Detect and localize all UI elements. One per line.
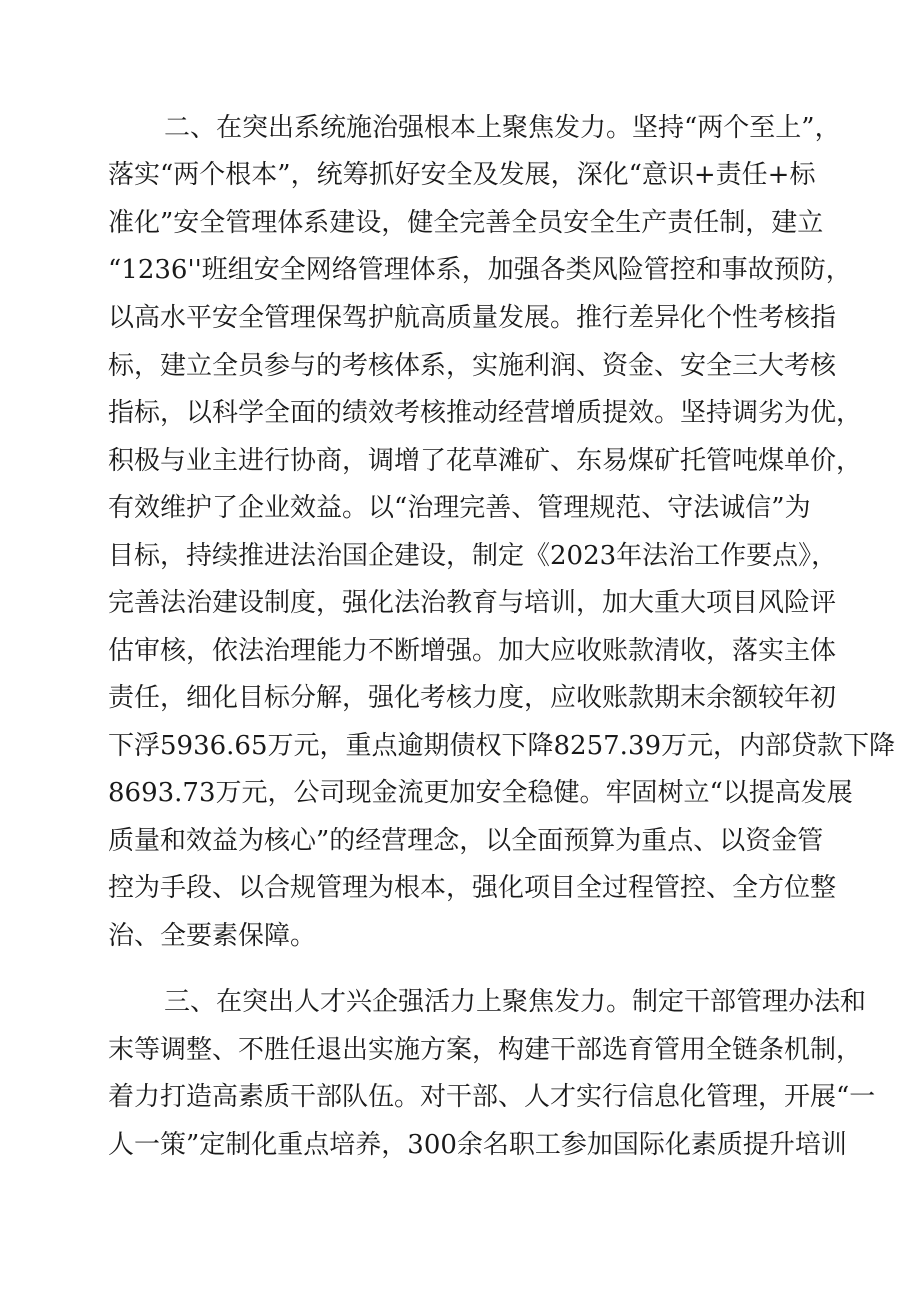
text-line: 准化”安全管理体系建设，健全完善全员安全生产责任制，建立: [108, 208, 824, 238]
text-line: 完善法治建设制度，强化法治教育与培训，加大重大项目风险评: [108, 588, 837, 618]
text-line: 标，建立全员参与的考核体系，实施利润、资金、安全三大考核: [108, 351, 837, 381]
text-line: 控为手段、以合规管理为根本，强化项目全过程管控、全方位整: [108, 873, 837, 903]
text-line: 治、全要素保障。: [108, 921, 317, 951]
text-line: 估审核，依法治理能力不断增强。加大应收账款清收，落实主体: [108, 636, 837, 666]
text-line: 质量和效益为核心”的经营理念，以全面预算为重点、以资金管: [108, 826, 824, 856]
text-line: 有效维护了企业效益。以“治理完善、管理规范、守法诚信”为: [108, 493, 811, 523]
text-line: “1236''班组安全网络管理体系，加强各类风险管控和事故预防，: [108, 255, 852, 285]
text-line: 以高水平安全管理保驾护航高质量发展。推行差异化个性考核指: [108, 303, 837, 333]
text-line: 着力打造高素质干部队伍。对干部、人才实行信息化管理，开展“一: [108, 1082, 876, 1112]
text-line: 三、在突出人才兴企强活力上聚焦发力。制定干部管理办法和: [164, 987, 867, 1017]
text-line: 积极与业主进行协商，调增了花草滩矿、东易煤矿托管吨煤单价，: [108, 446, 863, 476]
text-line: 责任，细化目标分解，强化考核力度，应收账款期末余额较年初: [108, 683, 837, 713]
text-line: 人一策”定制化重点培养，300余名职工参加国际化素质提升培训: [108, 1130, 847, 1160]
text-line: 下浮5936.65万元，重点逾期债权下降8257.39万元，内部贷款下降: [108, 731, 896, 761]
text-line: 指标，以科学全面的绩效考核推动经营增质提效。坚持调劣为优，: [108, 398, 863, 428]
text-line: 落实“两个根本”，统筹抓好安全及发展，深化“意识+责任+标: [108, 160, 816, 190]
text-line: 二、在突出系统施治强根本上聚焦发力。坚持“两个至上”，: [164, 113, 841, 143]
text-line: 目标，持续推进法治国企建设，制定《2023年法治工作要点》，: [108, 541, 838, 571]
text-line: 末等调整、不胜任退出实施方案，构建干部选育管用全链条机制，: [108, 1035, 863, 1065]
text-line: 8693.73万元，公司现金流更加安全稳健。牢固树立“以提高发展: [108, 778, 853, 808]
